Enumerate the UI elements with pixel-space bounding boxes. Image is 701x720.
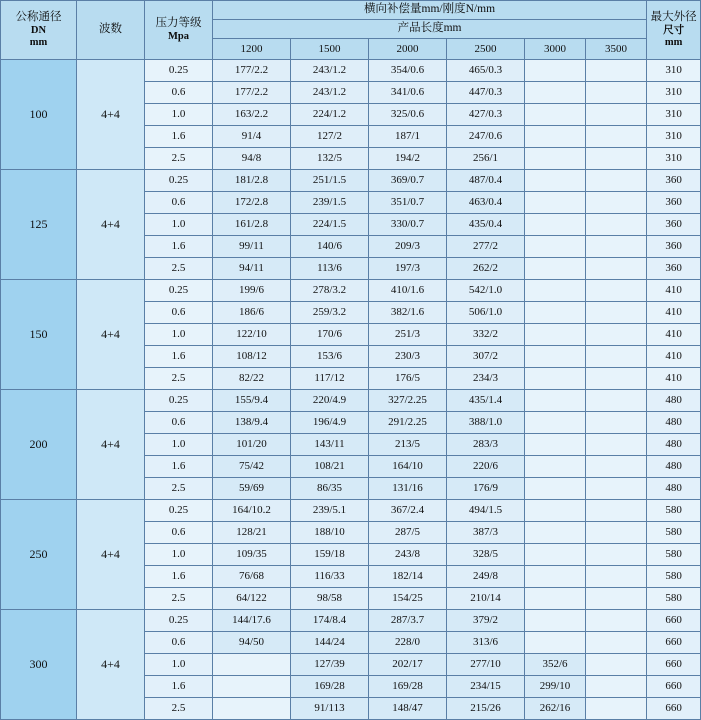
cell-value: 215/26	[447, 698, 525, 720]
cell-dn: 150	[1, 280, 77, 390]
cell-empty	[586, 610, 647, 632]
cell-value: 169/28	[369, 676, 447, 698]
cell-value: 327/2.25	[369, 390, 447, 412]
cell-value: 131/16	[369, 478, 447, 500]
cell-value: 209/3	[369, 236, 447, 258]
cell-max-od: 580	[647, 588, 701, 610]
cell-value: 187/1	[369, 126, 447, 148]
cell-value: 177/2.2	[213, 60, 291, 82]
cell-empty	[586, 544, 647, 566]
cell-pressure: 1.0	[145, 434, 213, 456]
cell-pressure: 1.6	[145, 456, 213, 478]
cell-empty	[525, 522, 586, 544]
cell-empty	[586, 676, 647, 698]
cell-value: 220/6	[447, 456, 525, 478]
cell-empty	[525, 82, 586, 104]
cell-value: 506/1.0	[447, 302, 525, 324]
cell-max-od: 310	[647, 82, 701, 104]
cell-value: 239/1.5	[291, 192, 369, 214]
cell-value: 108/12	[213, 346, 291, 368]
table-row	[1, 60, 701, 82]
cell-value: 220/4.9	[291, 390, 369, 412]
cell-value: 196/4.9	[291, 412, 369, 434]
cell-value: 82/22	[213, 368, 291, 390]
header-length-3000: 3000	[525, 39, 586, 60]
cell-pressure: 1.0	[145, 214, 213, 236]
cell-value: 181/2.8	[213, 170, 291, 192]
cell-dn: 125	[1, 170, 77, 280]
cell-value: 243/1.2	[291, 60, 369, 82]
cell-empty	[586, 170, 647, 192]
cell-value: 140/6	[291, 236, 369, 258]
cell-value: 352/6	[525, 654, 586, 676]
cell-max-od: 310	[647, 148, 701, 170]
cell-value: 283/3	[447, 434, 525, 456]
cell-empty	[525, 456, 586, 478]
cell-value: 332/2	[447, 324, 525, 346]
cell-max-od: 660	[647, 654, 701, 676]
cell-empty	[525, 566, 586, 588]
cell-value: 287/3.7	[369, 610, 447, 632]
header-length-2500: 2500	[447, 39, 525, 60]
cell-empty	[586, 104, 647, 126]
cell-value: 169/28	[291, 676, 369, 698]
cell-value: 379/2	[447, 610, 525, 632]
cell-value: 354/0.6	[369, 60, 447, 82]
cell-max-od: 480	[647, 412, 701, 434]
cell-max-od: 580	[647, 566, 701, 588]
cell-value: 234/15	[447, 676, 525, 698]
cell-value: 382/1.6	[369, 302, 447, 324]
cell-max-od: 480	[647, 434, 701, 456]
cell-empty	[525, 280, 586, 302]
cell-value: 239/5.1	[291, 500, 369, 522]
cell-empty	[586, 236, 647, 258]
cell-empty	[525, 192, 586, 214]
cell-max-od: 660	[647, 698, 701, 720]
cell-waves: 4+4	[77, 390, 145, 500]
cell-pressure: 0.25	[145, 170, 213, 192]
cell-value: 170/6	[291, 324, 369, 346]
cell-value: 99/11	[213, 236, 291, 258]
cell-max-od: 410	[647, 368, 701, 390]
cell-empty	[586, 390, 647, 412]
cell-value: 163/2.2	[213, 104, 291, 126]
header-pressure	[145, 1, 213, 60]
cell-empty	[525, 104, 586, 126]
cell-value: 387/3	[447, 522, 525, 544]
cell-max-od: 360	[647, 214, 701, 236]
cell-max-od: 360	[647, 170, 701, 192]
cell-empty	[586, 148, 647, 170]
cell-pressure: 2.5	[145, 588, 213, 610]
cell-value: 117/12	[291, 368, 369, 390]
header-row-1	[1, 1, 701, 20]
cell-pressure: 0.25	[145, 610, 213, 632]
cell-value: 256/1	[447, 148, 525, 170]
cell-value: 159/18	[291, 544, 369, 566]
cell-pressure: 0.6	[145, 192, 213, 214]
cell-value: 116/33	[291, 566, 369, 588]
cell-empty	[525, 544, 586, 566]
cell-empty	[586, 456, 647, 478]
cell-empty	[586, 632, 647, 654]
cell-empty	[586, 566, 647, 588]
cell-value: 128/21	[213, 522, 291, 544]
cell-pressure: 0.25	[145, 500, 213, 522]
cell-value: 224/1.5	[291, 214, 369, 236]
cell-value: 94/50	[213, 632, 291, 654]
header-lateral-label: 横向补偿量mm/刚度N/mm	[364, 3, 496, 16]
cell-value: 307/2	[447, 346, 525, 368]
cell-value: 101/20	[213, 434, 291, 456]
table-row	[1, 170, 701, 192]
cell-value: 313/6	[447, 632, 525, 654]
cell-value: 224/1.2	[291, 104, 369, 126]
cell-value: 91/4	[213, 126, 291, 148]
table-row	[1, 280, 701, 302]
cell-value: 330/0.7	[369, 214, 447, 236]
cell-value: 341/0.6	[369, 82, 447, 104]
cell-pressure: 1.0	[145, 544, 213, 566]
cell-value: 127/2	[291, 126, 369, 148]
header-max-od-sub: 尺寸	[663, 24, 685, 36]
cell-value: 247/0.6	[447, 126, 525, 148]
header-dn-label: 公称通径	[15, 11, 62, 24]
cell-value: 259/3.2	[291, 302, 369, 324]
cell-max-od: 480	[647, 478, 701, 500]
cell-value: 177/2.2	[213, 82, 291, 104]
header-waves-label: 波数	[99, 23, 122, 36]
cell-empty	[525, 610, 586, 632]
cell-value: 122/10	[213, 324, 291, 346]
cell-value: 277/2	[447, 236, 525, 258]
cell-pressure: 1.6	[145, 676, 213, 698]
cell-max-od: 660	[647, 610, 701, 632]
cell-empty	[525, 632, 586, 654]
cell-dn: 100	[1, 60, 77, 170]
cell-waves: 4+4	[77, 500, 145, 610]
cell-value: 176/5	[369, 368, 447, 390]
header-lateral	[213, 1, 647, 20]
cell-value: 487/0.4	[447, 170, 525, 192]
cell-value: 161/2.8	[213, 214, 291, 236]
cell-value: 262/2	[447, 258, 525, 280]
cell-pressure: 0.6	[145, 522, 213, 544]
cell-empty	[586, 302, 647, 324]
cell-value: 144/17.6	[213, 610, 291, 632]
cell-value: 388/1.0	[447, 412, 525, 434]
cell-empty	[586, 434, 647, 456]
cell-value: 325/0.6	[369, 104, 447, 126]
cell-value: 410/1.6	[369, 280, 447, 302]
cell-max-od: 580	[647, 500, 701, 522]
cell-dn: 200	[1, 390, 77, 500]
cell-value: 435/0.4	[447, 214, 525, 236]
cell-value: 351/0.7	[369, 192, 447, 214]
cell-max-od: 310	[647, 126, 701, 148]
cell-value: 174/8.4	[291, 610, 369, 632]
header-length-1200: 1200	[213, 39, 291, 60]
cell-empty	[586, 654, 647, 676]
cell-value: 291/2.25	[369, 412, 447, 434]
cell-empty	[586, 588, 647, 610]
cell-max-od: 410	[647, 302, 701, 324]
cell-value: 153/6	[291, 346, 369, 368]
cell-value: 76/68	[213, 566, 291, 588]
cell-dn: 250	[1, 500, 77, 610]
cell-pressure: 1.6	[145, 346, 213, 368]
cell-max-od: 480	[647, 390, 701, 412]
table-row	[1, 500, 701, 522]
cell-value: 186/6	[213, 302, 291, 324]
cell-pressure: 2.5	[145, 698, 213, 720]
cell-waves: 4+4	[77, 170, 145, 280]
cell-empty	[586, 60, 647, 82]
cell-value: 98/58	[291, 588, 369, 610]
cell-value: 243/8	[369, 544, 447, 566]
table-row	[1, 610, 701, 632]
header-max-od	[647, 1, 701, 60]
header-waves	[77, 1, 145, 60]
cell-max-od: 410	[647, 280, 701, 302]
cell-pressure: 0.25	[145, 60, 213, 82]
cell-empty	[525, 302, 586, 324]
cell-empty	[525, 170, 586, 192]
cell-empty	[525, 126, 586, 148]
cell-value: 182/14	[369, 566, 447, 588]
cell-value: 367/2.4	[369, 500, 447, 522]
cell-pressure: 0.6	[145, 82, 213, 104]
cell-value: 463/0.4	[447, 192, 525, 214]
cell-value: 86/35	[291, 478, 369, 500]
cell-empty	[525, 368, 586, 390]
cell-empty	[586, 258, 647, 280]
header-product-length	[213, 20, 647, 39]
cell-value: 164/10.2	[213, 500, 291, 522]
cell-value: 199/6	[213, 280, 291, 302]
cell-value: 109/35	[213, 544, 291, 566]
cell-empty	[586, 522, 647, 544]
cell-value: 194/2	[369, 148, 447, 170]
cell-max-od: 580	[647, 544, 701, 566]
cell-empty	[525, 478, 586, 500]
cell-empty	[525, 412, 586, 434]
cell-value: 494/1.5	[447, 500, 525, 522]
cell-value: 249/8	[447, 566, 525, 588]
cell-value: 213/5	[369, 434, 447, 456]
cell-empty	[525, 60, 586, 82]
cell-empty	[525, 500, 586, 522]
cell-value: 64/122	[213, 588, 291, 610]
cell-value: 127/39	[291, 654, 369, 676]
cell-value: 262/16	[525, 698, 586, 720]
cell-value: 144/24	[291, 632, 369, 654]
cell-value: 94/11	[213, 258, 291, 280]
cell-waves: 4+4	[77, 280, 145, 390]
cell-value: 542/1.0	[447, 280, 525, 302]
cell-empty	[525, 148, 586, 170]
cell-value: 188/10	[291, 522, 369, 544]
cell-max-od: 360	[647, 236, 701, 258]
header-max-od-label: 最大外径	[650, 11, 697, 24]
cell-value: 202/17	[369, 654, 447, 676]
cell-max-od: 480	[647, 456, 701, 478]
cell-value: 143/11	[291, 434, 369, 456]
cell-max-od: 310	[647, 60, 701, 82]
cell-value: 164/10	[369, 456, 447, 478]
cell-value: 243/1.2	[291, 82, 369, 104]
cell-waves: 4+4	[77, 60, 145, 170]
cell-empty	[586, 214, 647, 236]
header-length-3500: 3500	[586, 39, 647, 60]
cell-empty	[586, 698, 647, 720]
cell-value: 176/9	[447, 478, 525, 500]
cell-empty	[525, 324, 586, 346]
cell-pressure: 2.5	[145, 478, 213, 500]
header-length-2000: 2000	[369, 39, 447, 60]
cell-value: 172/2.8	[213, 192, 291, 214]
cell-value: 369/0.7	[369, 170, 447, 192]
cell-value: 91/113	[291, 698, 369, 720]
cell-empty	[586, 412, 647, 434]
cell-pressure: 1.6	[145, 236, 213, 258]
cell-value: 94/8	[213, 148, 291, 170]
cell-value: 278/3.2	[291, 280, 369, 302]
table-head	[1, 1, 701, 60]
cell-pressure: 1.6	[145, 126, 213, 148]
cell-value: 113/6	[291, 258, 369, 280]
cell-empty	[213, 654, 291, 676]
cell-value: 277/10	[447, 654, 525, 676]
cell-value: 138/9.4	[213, 412, 291, 434]
cell-max-od: 360	[647, 258, 701, 280]
cell-value: 299/10	[525, 676, 586, 698]
cell-value: 148/47	[369, 698, 447, 720]
cell-value: 59/69	[213, 478, 291, 500]
cell-empty	[213, 698, 291, 720]
cell-pressure: 1.0	[145, 324, 213, 346]
header-dn	[1, 1, 77, 60]
header-pressure-label: 压力等级	[155, 17, 202, 30]
cell-empty	[525, 214, 586, 236]
header-product-length-label: 产品长度mm	[397, 22, 462, 35]
cell-value: 328/5	[447, 544, 525, 566]
cell-value: 287/5	[369, 522, 447, 544]
cell-pressure: 1.0	[145, 654, 213, 676]
cell-value: 155/9.4	[213, 390, 291, 412]
cell-max-od: 410	[647, 324, 701, 346]
table-body	[1, 60, 701, 720]
cell-empty	[525, 390, 586, 412]
cell-value: 154/25	[369, 588, 447, 610]
cell-value: 197/3	[369, 258, 447, 280]
cell-empty	[525, 434, 586, 456]
cell-max-od: 410	[647, 346, 701, 368]
cell-pressure: 0.6	[145, 632, 213, 654]
cell-max-od: 360	[647, 192, 701, 214]
cell-value: 435/1.4	[447, 390, 525, 412]
cell-value: 230/3	[369, 346, 447, 368]
cell-value: 210/14	[447, 588, 525, 610]
cell-pressure: 0.6	[145, 412, 213, 434]
header-length-1500: 1500	[291, 39, 369, 60]
cell-pressure: 1.6	[145, 566, 213, 588]
cell-dn: 300	[1, 610, 77, 720]
cell-value: 447/0.3	[447, 82, 525, 104]
cell-empty	[525, 346, 586, 368]
cell-pressure: 0.25	[145, 280, 213, 302]
cell-empty	[525, 236, 586, 258]
cell-empty	[586, 346, 647, 368]
cell-empty	[586, 500, 647, 522]
cell-value: 228/0	[369, 632, 447, 654]
cell-pressure: 2.5	[145, 258, 213, 280]
table-row	[1, 390, 701, 412]
header-dn-sub: DN	[30, 24, 47, 36]
cell-empty	[586, 280, 647, 302]
cell-empty	[586, 324, 647, 346]
cell-max-od: 580	[647, 522, 701, 544]
header-dn-unit: mm	[29, 36, 48, 48]
cell-pressure: 2.5	[145, 368, 213, 390]
cell-value: 251/3	[369, 324, 447, 346]
cell-value: 234/3	[447, 368, 525, 390]
cell-max-od: 660	[647, 676, 701, 698]
cell-empty	[586, 478, 647, 500]
cell-empty	[586, 82, 647, 104]
cell-empty	[525, 258, 586, 280]
cell-value: 427/0.3	[447, 104, 525, 126]
cell-value: 108/21	[291, 456, 369, 478]
cell-empty	[213, 676, 291, 698]
cell-pressure: 2.5	[145, 148, 213, 170]
cell-empty	[586, 126, 647, 148]
header-pressure-unit: Mpa	[168, 30, 189, 42]
cell-max-od: 660	[647, 632, 701, 654]
cell-empty	[586, 368, 647, 390]
cell-value: 132/5	[291, 148, 369, 170]
cell-pressure: 1.0	[145, 104, 213, 126]
cell-pressure: 0.6	[145, 302, 213, 324]
header-max-od-unit: mm	[664, 36, 683, 48]
cell-empty	[525, 588, 586, 610]
cell-value: 251/1.5	[291, 170, 369, 192]
cell-waves: 4+4	[77, 610, 145, 720]
cell-max-od: 310	[647, 104, 701, 126]
cell-pressure: 0.25	[145, 390, 213, 412]
cell-empty	[586, 192, 647, 214]
cell-value: 75/42	[213, 456, 291, 478]
cell-value: 465/0.3	[447, 60, 525, 82]
